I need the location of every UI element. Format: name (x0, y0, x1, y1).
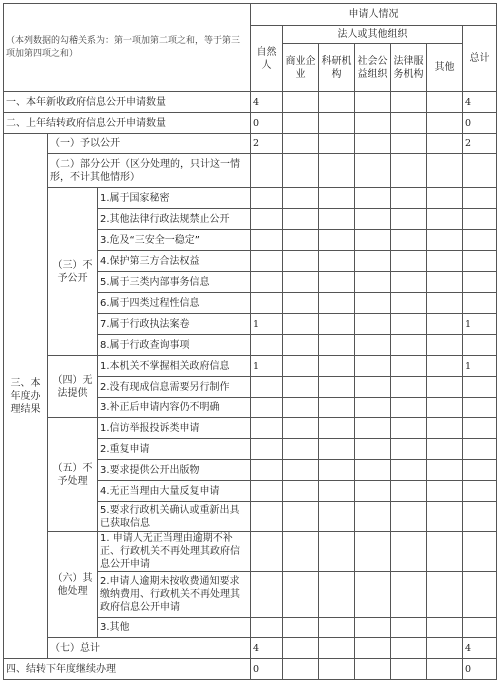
value-cell (251, 154, 283, 188)
value-cell (463, 572, 497, 618)
value-cell (391, 154, 427, 188)
value-cell (463, 188, 497, 209)
value-cell (319, 209, 355, 230)
open-row (4, 134, 497, 154)
value-cell (463, 460, 497, 481)
row-label: 1. 申请人无正当理由逾期不补正、行政机关不再处理其政府信息公开申请 (98, 532, 251, 572)
value-cell (283, 572, 319, 618)
value-cell (427, 618, 463, 638)
value-cell (355, 532, 391, 572)
value-cell (319, 532, 355, 572)
new-requests-row (4, 92, 497, 113)
row-label: 4.保护第三方合法权益 (98, 251, 251, 272)
value-cell (319, 134, 355, 154)
value-cell (283, 272, 319, 293)
value-cell (283, 134, 319, 154)
value-cell (427, 134, 463, 154)
total-header: 总计 (463, 26, 497, 92)
value-cell (319, 356, 355, 377)
value-cell (319, 439, 355, 460)
value-cell (427, 335, 463, 356)
cannot-provide-group-label: （四）无法提供 (48, 356, 98, 418)
value-cell (319, 113, 355, 134)
value-cell (283, 460, 319, 481)
value-cell (319, 618, 355, 638)
row-label: 2.重复申请 (98, 439, 251, 460)
value-cell (283, 335, 319, 356)
value-cell (427, 418, 463, 439)
value-cell (319, 335, 355, 356)
value-cell (251, 293, 283, 314)
value-cell (319, 314, 355, 335)
value-cell (427, 251, 463, 272)
value-cell (319, 293, 355, 314)
value-cell: 0 (463, 113, 497, 134)
row-label: 一、本年新收政府信息公开申请数量 (4, 92, 251, 113)
row-label: （七）总计 (48, 638, 251, 659)
value-cell: 1 (463, 356, 497, 377)
row-label: 2.申请人逾期未按收费通知要求缴纳费用、行政机关不再处理其政府信息公开申请 (98, 572, 251, 618)
row-label: 7.属于行政执法案卷 (98, 314, 251, 335)
value-cell (427, 377, 463, 398)
value-cell (391, 272, 427, 293)
value-cell (463, 293, 497, 314)
value-cell (319, 154, 355, 188)
value-cell (251, 502, 283, 532)
value-cell (427, 398, 463, 418)
value-cell (283, 113, 319, 134)
value-cell (251, 230, 283, 251)
value-cell (463, 502, 497, 532)
value-cell (391, 618, 427, 638)
row-label: （二）部分公开（区分处理的，只计这一情形，不计其他情形） (48, 154, 251, 188)
value-cell (391, 113, 427, 134)
value-cell (355, 398, 391, 418)
row-label: 3.补正后申请内容仍不明确 (98, 398, 251, 418)
value-cell (463, 230, 497, 251)
value-cell (251, 398, 283, 418)
research-header: 科研机构 (319, 44, 355, 92)
value-cell (251, 460, 283, 481)
value-cell (283, 377, 319, 398)
value-cell (251, 272, 283, 293)
value-cell (319, 638, 355, 659)
value-cell (251, 618, 283, 638)
value-cell (463, 251, 497, 272)
value-cell (427, 439, 463, 460)
value-cell (355, 335, 391, 356)
disclosure-stats-table (3, 3, 497, 680)
value-cell (463, 209, 497, 230)
value-cell: 4 (463, 638, 497, 659)
value-cell (391, 293, 427, 314)
value-cell (283, 398, 319, 418)
value-cell (463, 154, 497, 188)
value-cell (391, 439, 427, 460)
value-cell (391, 134, 427, 154)
value-cell (283, 209, 319, 230)
value-cell (355, 356, 391, 377)
value-cell (391, 230, 427, 251)
value-cell (427, 502, 463, 532)
value-cell (391, 460, 427, 481)
value-cell (355, 659, 391, 680)
value-cell (283, 188, 319, 209)
value-cell (463, 272, 497, 293)
value-cell (319, 188, 355, 209)
value-cell (355, 188, 391, 209)
value-cell (283, 618, 319, 638)
value-cell (319, 418, 355, 439)
value-cell (391, 481, 427, 502)
value-cell (283, 251, 319, 272)
value-cell (319, 92, 355, 113)
row-label: 1.信访举报投诉类申请 (98, 418, 251, 439)
value-cell (319, 481, 355, 502)
value-cell (427, 230, 463, 251)
value-cell (283, 314, 319, 335)
value-cell (251, 377, 283, 398)
value-cell (355, 377, 391, 398)
value-cell: 0 (463, 659, 497, 680)
value-cell (355, 272, 391, 293)
value-cell: 4 (463, 92, 497, 113)
value-cell (427, 113, 463, 134)
value-cell (391, 418, 427, 439)
value-cell (463, 439, 497, 460)
row-label: 1.属于国家秘密 (98, 188, 251, 209)
value-cell (427, 572, 463, 618)
results-group-label: 三、本年度办理结果 (4, 134, 48, 659)
value-cell (355, 314, 391, 335)
value-cell (319, 502, 355, 532)
applicant-header: 申请人情况 (251, 4, 497, 26)
row-label: 4.无正当理由大量反复申请 (98, 481, 251, 502)
not-open-group-label: （三）不予公开 (48, 188, 98, 356)
value-cell (355, 209, 391, 230)
value-cell (319, 398, 355, 418)
value-cell (355, 293, 391, 314)
value-cell (355, 481, 391, 502)
row-label: 2.没有现成信息需要另行制作 (98, 377, 251, 398)
row-label: （一）予以公开 (48, 134, 251, 154)
value-cell (391, 335, 427, 356)
value-cell (391, 251, 427, 272)
value-cell (463, 398, 497, 418)
value-cell (355, 230, 391, 251)
value-cell (355, 638, 391, 659)
value-cell (463, 532, 497, 572)
value-cell: 0 (251, 113, 283, 134)
value-cell (391, 188, 427, 209)
value-cell (283, 92, 319, 113)
value-cell (463, 418, 497, 439)
value-cell: 4 (251, 92, 283, 113)
value-cell (355, 618, 391, 638)
cannot-1-row (4, 356, 497, 377)
value-cell (319, 460, 355, 481)
value-cell (391, 209, 427, 230)
other-1-row (4, 532, 497, 572)
row-label: 2.其他法律行政法规禁止公开 (98, 209, 251, 230)
next-year-row (4, 659, 497, 680)
value-cell (427, 659, 463, 680)
value-cell (355, 460, 391, 481)
value-cell (355, 439, 391, 460)
value-cell (427, 638, 463, 659)
value-cell (391, 638, 427, 659)
value-cell (463, 377, 497, 398)
value-cell (283, 230, 319, 251)
row-label: 二、上年结转政府信息公开申请数量 (4, 113, 251, 134)
value-cell (251, 481, 283, 502)
other-header: 其他 (427, 44, 463, 92)
natural-person-header: 自然人 (251, 26, 283, 92)
value-cell (427, 92, 463, 113)
value-cell (427, 293, 463, 314)
value-cell (391, 92, 427, 113)
row-label: 8.属于行政查询事项 (98, 335, 251, 356)
row-label: 5.要求行政机关确认或重新出具已获取信息 (98, 502, 251, 532)
value-cell (391, 532, 427, 572)
value-cell (355, 113, 391, 134)
value-cell (427, 532, 463, 572)
value-cell: 1 (251, 314, 283, 335)
value-cell (283, 502, 319, 532)
row-label: 3.要求提供公开出版物 (98, 460, 251, 481)
value-cell (463, 618, 497, 638)
value-cell (283, 659, 319, 680)
value-cell (427, 481, 463, 502)
value-cell (391, 356, 427, 377)
value-cell: 2 (463, 134, 497, 154)
value-cell (463, 481, 497, 502)
value-cell (251, 188, 283, 209)
value-cell (283, 356, 319, 377)
value-cell (427, 314, 463, 335)
not-open-1-row (4, 188, 497, 209)
value-cell (391, 659, 427, 680)
row-label: 3.危及“三安全一稳定” (98, 230, 251, 251)
row-label: 1.本机关不掌握相关政府信息 (98, 356, 251, 377)
value-cell (251, 439, 283, 460)
partial-open-row (4, 154, 497, 188)
value-cell (463, 335, 497, 356)
value-cell (251, 335, 283, 356)
row-label: 四、结转下年度继续办理 (4, 659, 251, 680)
carryover-row (4, 113, 497, 134)
value-cell (319, 572, 355, 618)
value-cell (391, 398, 427, 418)
value-cell (251, 251, 283, 272)
value-cell (427, 209, 463, 230)
value-cell (355, 418, 391, 439)
value-cell (283, 481, 319, 502)
value-cell (283, 154, 319, 188)
value-cell (427, 356, 463, 377)
value-cell (283, 293, 319, 314)
value-cell (319, 230, 355, 251)
value-cell (319, 251, 355, 272)
value-cell (391, 502, 427, 532)
value-cell (283, 532, 319, 572)
value-cell (251, 572, 283, 618)
value-cell (283, 439, 319, 460)
row-label: 6.属于四类过程性信息 (98, 293, 251, 314)
value-cell (251, 418, 283, 439)
commercial-header: 商业企业 (283, 44, 319, 92)
value-cell (319, 659, 355, 680)
value-cell (427, 460, 463, 481)
value-cell: 1 (251, 356, 283, 377)
value-cell (319, 272, 355, 293)
legal-group-header: 法人或其他组织 (283, 26, 463, 44)
no-process-1-row (4, 418, 497, 439)
value-cell (391, 377, 427, 398)
not-process-group-label: （五）不予处理 (48, 418, 98, 532)
value-cell (283, 418, 319, 439)
value-cell (251, 532, 283, 572)
value-cell (283, 638, 319, 659)
value-cell (355, 134, 391, 154)
social-header: 社会公益组织 (355, 44, 391, 92)
value-cell: 1 (463, 314, 497, 335)
value-cell: 2 (251, 134, 283, 154)
row-label: 3.其他 (98, 618, 251, 638)
other-process-group-label: （六）其他处理 (48, 532, 98, 638)
value-cell (355, 251, 391, 272)
value-cell (391, 572, 427, 618)
value-cell (355, 572, 391, 618)
row-label: 5.属于三类内部事务信息 (98, 272, 251, 293)
value-cell (355, 154, 391, 188)
value-cell: 0 (251, 659, 283, 680)
relationship-note: （本列数据的勾稽关系为：第一项加第二项之和，等于第三项加第四项之和） (4, 4, 251, 92)
value-cell (355, 502, 391, 532)
value-cell (319, 377, 355, 398)
value-cell: 4 (251, 638, 283, 659)
total-row (4, 638, 497, 659)
value-cell (427, 272, 463, 293)
value-cell (427, 154, 463, 188)
value-cell (251, 209, 283, 230)
value-cell (391, 314, 427, 335)
value-cell (427, 188, 463, 209)
legal-service-header: 法律服务机构 (391, 44, 427, 92)
value-cell (355, 92, 391, 113)
